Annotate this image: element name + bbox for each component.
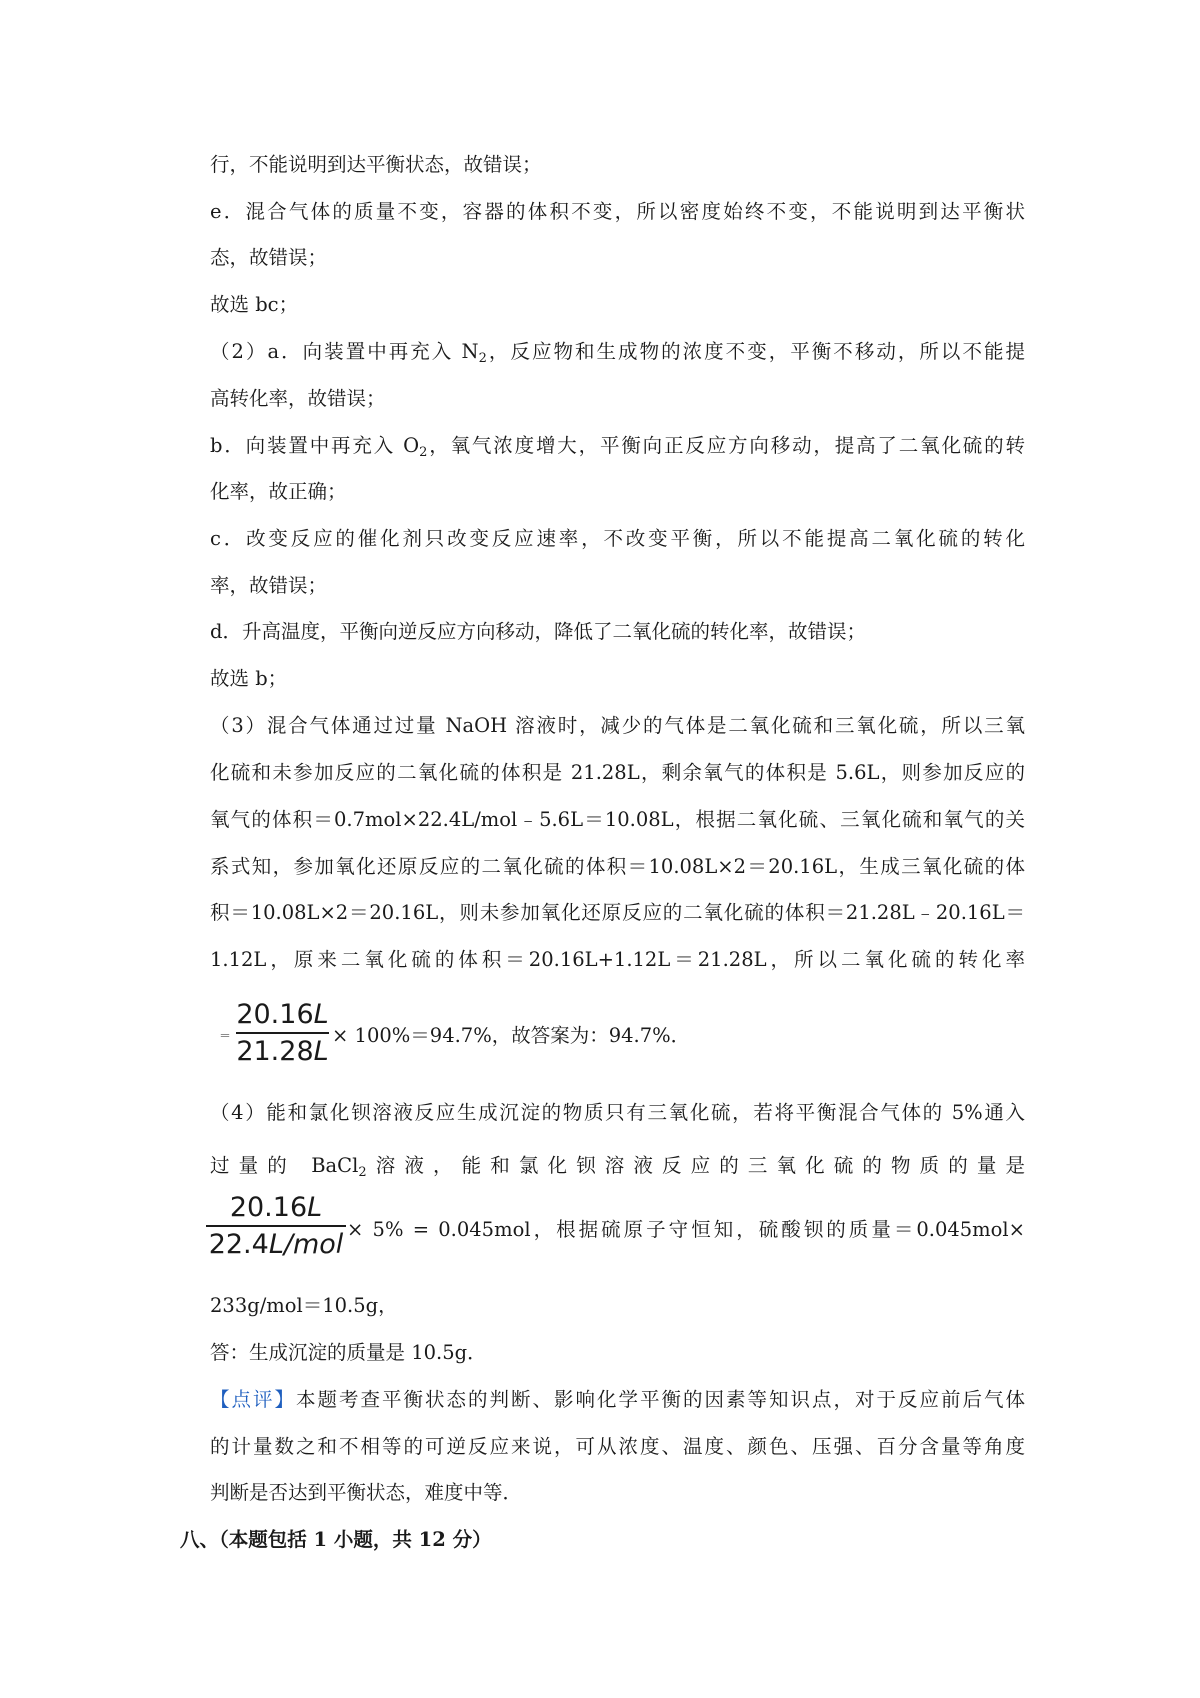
text-line: 【点评】本题考查平衡状态的判断、影响化学平衡的因素等知识点，对于反应前后气体 <box>210 1388 1025 1411</box>
text-line: × 100%＝94.7%，故答案为：94.7%． <box>332 1024 691 1047</box>
text-line: e．混合气体的质量不变，容器的体积不变，所以密度始终不变，不能说明到达平衡状 <box>210 200 1025 223</box>
text-line: 答：生成沉淀的质量是 10.5g． <box>210 1341 487 1364</box>
fraction-conversion-rate <box>236 998 329 1070</box>
text-line: 233g/mol＝10.5g， <box>210 1294 398 1317</box>
text-line: 的计量数之和不相等的可逆反应来说，可从浓度、温度、颜色、压强、百分含量等角度 <box>210 1435 1025 1458</box>
fraction-denominator: 21.28L <box>236 1036 329 1067</box>
text-line: d．升高温度，平衡向逆反应方向移动，降低了二氧化硫的转化率，故错误； <box>210 620 866 643</box>
text-line: 故选 bc； <box>210 293 299 316</box>
text-line: 行，不能说明到达平衡状态，故错误； <box>210 153 542 176</box>
fraction-numerator: 20.16L <box>236 999 329 1030</box>
text-line: 高转化率，故错误； <box>210 387 386 410</box>
text-line: 积＝10.08L×2＝20.16L，则未参加氧化还原反应的二氧化硫的体积＝21.28L﹣20.16L＝ <box>210 901 1025 924</box>
text-line: 过量的 BaCl$_2$溶液，能和氯化钡溶液反应的三氧化硫的物质的量是 <box>210 1154 1025 1180</box>
text-line: 率，故错误； <box>210 574 328 597</box>
text-line: 氧气的体积＝0.7mol×22.4L/mol﹣5.6L＝10.08L，根据二氧化硫、三氧化硫和氧气的关 <box>210 808 1025 831</box>
fraction-denominator: 22.4L/mol <box>208 1229 344 1260</box>
text-line: 系式知，参加氧化还原反应的二氧化硫的体积＝10.08L×2＝20.16L，生成三氧化硫的体 <box>210 855 1025 878</box>
fraction-moles <box>206 1191 346 1263</box>
text-line: 故选 b； <box>210 667 288 690</box>
text-line: × 5% = 0.045mol，根据硫原子守恒知，硫酸钡的质量＝0.045mol× <box>347 1218 1025 1241</box>
text-line: 1.12L，原来二氧化硫的体积＝20.16L+1.12L＝21.28L，所以二氧化硫的转化率 <box>210 948 1025 971</box>
section-heading: 八、（本题包括 1 小题，共 12 分） <box>180 1528 492 1551</box>
text-line: （4）能和氯化钡溶液反应生成沉淀的物质只有三氧化硫，若将平衡混合气体的 5%通入 <box>210 1101 1025 1124</box>
comment-tag: 【点评】 <box>210 1388 296 1411</box>
text-line: 态，故错误； <box>210 246 328 269</box>
equals-sign: ＝ <box>219 1029 232 1043</box>
text-line: b．向装置中再充入 $O_2$，氧气浓度增大，平衡向正反应方向移动，提高了二氧化硫的转 <box>210 434 1025 460</box>
fraction-numerator: 20.16L <box>229 1192 323 1223</box>
text-line: 化硫和未参加反应的二氧化硫的体积是 21.28L，剩余氧气的体积是 5.6L，则参加反应的 <box>210 761 1025 784</box>
text-line: 化率，故正确； <box>210 480 347 503</box>
text-line: （3）混合气体通过过量 NaOH 溶液时，减少的气体是二氧化硫和三氧化硫，所以三氧 <box>210 714 1025 737</box>
text-line: c．改变反应的催化剂只改变反应速率，不改变平衡，所以不能提高二氧化硫的转化 <box>210 527 1025 550</box>
text-line: 判断是否达到平衡状态，难度中等． <box>210 1481 523 1504</box>
text-line: （2）a．向装置中再充入 $N_2$，反应物和生成物的浓度不变，平衡不移动，所以不能提 <box>210 340 1025 366</box>
